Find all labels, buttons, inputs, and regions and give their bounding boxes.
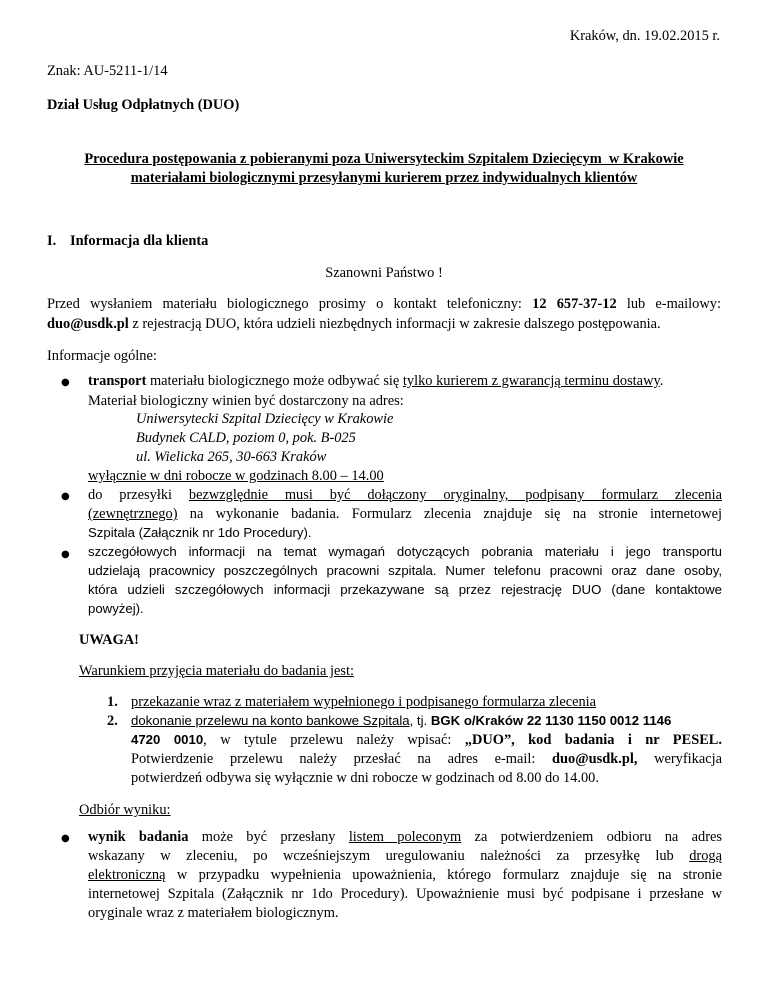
bullet1-underlined: tylko kurierem z gwarancją terminu dostawy [402, 373, 660, 389]
intro-text-b: lub e-mailowy: [626, 296, 721, 312]
contact-email: duo@usdk.pl [47, 316, 129, 332]
bullet2-line3: Szpitala (Załącznik nr 1do Procedury). [88, 525, 312, 540]
bullet-marker: ● [61, 491, 70, 502]
item2-text-c: Potwierdzenie przelewu należy przesłać na adres e-mail: [131, 751, 553, 767]
electronic-underlined: drogą [689, 848, 722, 864]
result-line1 [88, 827, 722, 847]
bullet1-text: materiału biologicznego może odbywać się [146, 373, 403, 389]
general-info-label: Informacje ogólne: [47, 348, 157, 364]
address-line3: ul. Wielicka 265, 30-663 Kraków [136, 449, 327, 465]
result-line2 [88, 846, 722, 866]
transfer-title: „DUO”, kod badania i nr PESEL. [464, 732, 722, 748]
address-line2: Budynek CALD, poziom 0, pok. B-025 [136, 430, 356, 446]
intro-line1 [47, 294, 721, 314]
item1-text: przekazanie wraz z materiałem wypełnionego i podpisanego formularza zlecenia [131, 694, 597, 710]
result-line4: internetowej Szpitala (Załącznik nr 1do Procedury). Upoważnienie musi być podpisane i przesłane w [88, 886, 722, 902]
place-date: Kraków, dn. 19.02.2015 r. [569, 28, 720, 44]
intro-text-a: Przed wysłaniem materiału biologicznego prosimy o kontakt telefoniczny: [47, 296, 522, 312]
item2-text-a: , tj. [409, 713, 431, 728]
result-line5: oryginale wraz z materiałem biologicznym. [88, 905, 339, 921]
bullet2-line2 [88, 504, 722, 524]
bullet1-end: . [659, 373, 664, 389]
item2-line3 [131, 749, 722, 769]
result-text-d: w przypadku wypełnienia upoważnienia, którego formularz znajduje się na stronie [165, 867, 722, 883]
acceptance-condition: Warunkiem przyjęcia materiału do badania jest: [79, 663, 354, 679]
registered-letter: listem poleconym [348, 829, 462, 845]
item1-number: 1. [107, 694, 118, 710]
result-text-b: za potwierdzeniem odbioru na adres [461, 829, 722, 845]
result-bold: wynik badania [88, 829, 189, 845]
document-title-line1: Procedura postępowania z pobieranymi poza Uniwersyteckim Szpitalem Dziecięcym w Krakowie [84, 151, 684, 167]
bank-transfer-underlined: dokonanie przelewu na konto bankowe Szpitala [131, 713, 410, 728]
item2-number: 2. [107, 713, 118, 729]
bullet2-line1 [88, 485, 722, 505]
result-text-a: może być przesłany [188, 829, 349, 845]
bullet2-text-a: do przesyłki [88, 487, 189, 503]
department-name: Dział Usług Odpłatnych (DUO) [47, 97, 240, 113]
bullet2-text-b: na wykonanie badania. Formularz zlecenia znajduje się na stronie internetowej [189, 506, 722, 522]
document-title-line2: materiałami biologicznymi przesyłanymi kurierem przez indywidualnych klientów [130, 170, 638, 186]
item2-line4: potwierdzeń odbywa się wyłącznie w dni robocze w godzinach od 8.00 do 14.00. [131, 770, 599, 786]
document-reference: Znak: AU-5211-1/14 [47, 63, 168, 79]
delivery-hours: wyłącznie w dni robocze w godzinach 8.00 – 14.00 [88, 468, 384, 484]
item2-text-d: weryfikacja [637, 751, 723, 767]
address-line1: Uniwersytecki Szpital Dziecięcy w Krakowie [136, 411, 394, 427]
intro-line2 [47, 314, 661, 334]
item2-text-b: , w tytule przelewu należy wpisać: [203, 732, 465, 748]
bullet1-line1 [88, 371, 663, 391]
bullet-marker: ● [61, 549, 70, 560]
bank-account-number-end: 4720 0010 [131, 732, 204, 747]
bullet-marker: ● [61, 377, 70, 388]
intro-text-c: z rejestracją DUO, która udzieli niezbędnych informacji w zakresie dalszego postępowania. [128, 316, 661, 332]
result-text-c: wskazany w zleceniu, po wcześniejszym uregulowaniu należności za przesyłkę lub [88, 848, 690, 864]
section-number: I. [47, 233, 57, 249]
section-heading: Informacja dla klienta [70, 233, 209, 249]
bullet3-line4: powyżej). [88, 601, 144, 616]
bullet3-line2: udzielają pracownicy poszczególnych pracowni szpitala. Numer telefonu pracowni oraz dane osoby, [88, 563, 722, 578]
item2-line2 [131, 730, 722, 750]
greeting: Szanowni Państwo ! [325, 265, 443, 281]
confirmation-email: duo@usdk.pl, [552, 751, 638, 767]
bullet1-bold: transport [88, 373, 147, 389]
bullet2-underlined-2: (zewnętrznego) [88, 506, 178, 522]
item2-line1 [131, 711, 671, 731]
bullet1-line2: Materiał biologiczny winien być dostarczony na adres: [88, 393, 404, 409]
bullet3-line3: która udzieli szczegółowych informacji przekazywane są przez rejestrację DUO (dane kontaktowe [88, 582, 722, 597]
bullet3-line1: szczegółowych informacji na temat wymagań dotyczących pobrania materiału i jego transportu [88, 544, 722, 559]
phone-number: 12 657-37-12 [532, 296, 617, 312]
result-label: Odbiór wyniku: [79, 802, 171, 818]
bank-account-number: BGK o/Kraków 22 1130 1150 0012 1146 [430, 713, 672, 728]
bullet-marker: ● [61, 833, 70, 844]
electronic-underlined-2: elektroniczną [88, 867, 166, 883]
bullet2-underlined: bezwzględnie musi być dołączony oryginalny, podpisany formularz zlecenia [188, 487, 722, 503]
warning-label: UWAGA! [79, 632, 139, 648]
result-line3 [88, 865, 722, 885]
